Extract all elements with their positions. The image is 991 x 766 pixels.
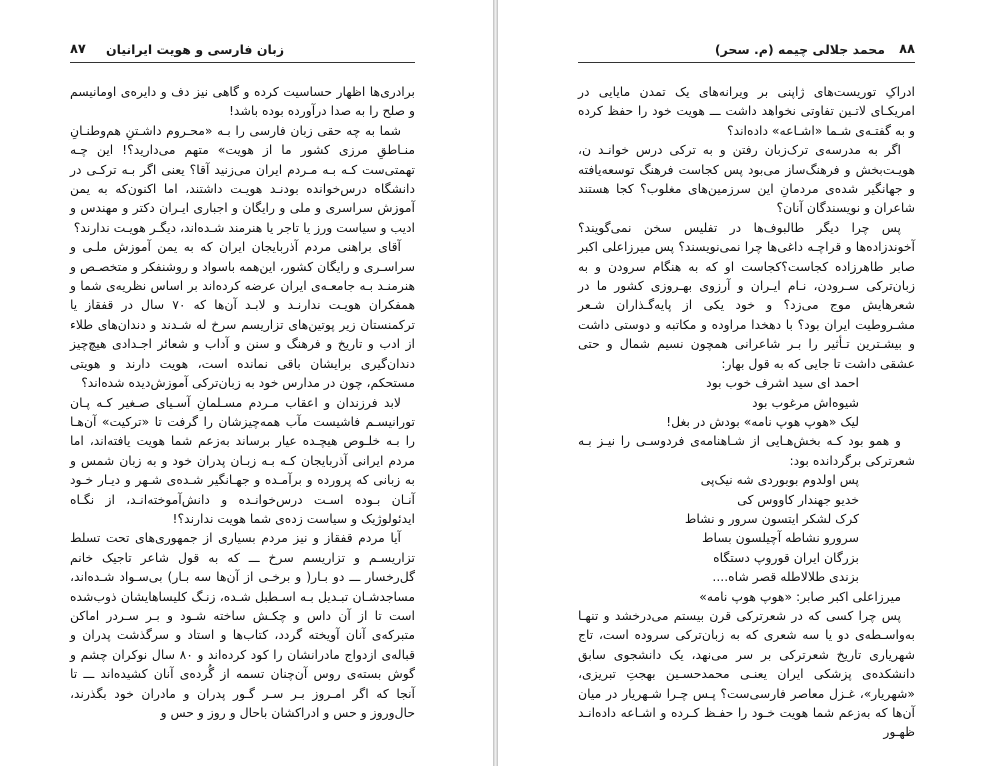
page-number: ۸۷ bbox=[70, 42, 86, 57]
running-title: محمد جلالی چیمه (م. سحر) bbox=[714, 42, 885, 57]
right-page-body bbox=[578, 82, 915, 742]
left-page-header bbox=[70, 42, 415, 62]
paragraph: آقای براهنی مردم آذربایجان ایران که به یمن آموزش ملـی و سراسـری و رایگان کشور، این‌همه باسواد و روشنفکر و متخصـص و هنرمنـد بـه جامعـه‌ی ایران عرضه کرده‌اند بر اساس نظریه‌ی شما و همفکران هویـت ندارنـد و لابـد آن‌ها که ۷۰ سال در قفقاز یا ترکمنستان زیر پوتین‌های تزاریسم سرخ له شـدند و دندان‌های طلاء از ادب و تاریخ و فرهنگ و سنن و آداب و شعائر اجـدادی هیچ‌چیز دندان‌گیری برایشان باقی نمانده است، هویت دارند و هویتی مستحکم، چون در مدارس خود به زبان‌ترکی آموزش‌دیده شده‌اند؟ bbox=[70, 239, 415, 391]
verse-line: خدیو جهندار کاووس کی bbox=[737, 491, 859, 507]
right-page bbox=[498, 0, 991, 766]
paragraph: پس چرا دیگر طالبوف‌ها در تفلیس سخن نمی‌گویند؟ آخوندزاده‌ها و قراچـه داغی‌ها چرا نمی‌نویسند؟ پس میرزاعلی اکبر صابر طاهرزاده کجاست؟کجاست او که به هنگام سرودن و به زبان‌ترکی سـرودن، نـام ایـران و آرزوی بهـروزی کشور ما در شعرهایش موج می‌زد؟ و خود یکی از پایه‌گـذاران شـعر مشـروطیت ایران بود؟ با دهخدا مراوده و مکاتبه و دوستی داشت و بیشـترین تـأثیر را بـر شاعرانی همچون نسیم شمال و حتی عشقی داشت تا جایی که به قول بهار: bbox=[578, 219, 915, 371]
verse-line: بزرگان ایران قوروپ دستگاه bbox=[713, 549, 859, 565]
verse-line: احمد ای سید اشرف خوب بود bbox=[706, 375, 859, 391]
paragraph: برادری‌ها اظهار حساسیت کرده و گاهی نیز دف و دایره‌ی اومانیسم و صلح را به صدا درآورده بوده باشد! bbox=[70, 84, 415, 119]
header-rule bbox=[70, 62, 415, 63]
paragraph: شما به چه حقی زبان فارسی را بـه «محـروم داشـتنِ هم‌وطنـانِ منـاطقِ مرزی کشور ما از هویت» متهم می‌دارید؟! این چـه تهمتی‌ست کـه بـه مـردم ایران می‌زنید آقا؟ یعنی اگر بـه ترکـی در دانشگاه درس‌خوانده بودنـد هویـت داشتند، اما اکنون‌که به یمن آموزش سراسری و ملی و رایگان و اجباری ایـران دکتر و مهندس و ادیب و سیاست ورز یا تاجر یا هنرمند شـده‌اند، دیگـر هویـت ندارند؟ bbox=[70, 122, 415, 235]
verse-line: شیوه‌اش مرغوب بود bbox=[752, 394, 859, 410]
left-page bbox=[0, 0, 493, 766]
page-number: ۸۸ bbox=[899, 42, 915, 57]
paragraph: اگر به مدرسه‌ی ترک‌زبان رفتن و به ترکی درس خوانـد ن، هویـت‌بخش و فرهنگ‌ساز می‌بود پس کجاست فرهنگ توسعه‌یافته و جهانگیر شده‌ی مردمانِ این سرزمین‌های مغلوب؟ کجا هستند شاعران و نویسندگان آنان؟ bbox=[578, 142, 915, 216]
right-page-header bbox=[578, 42, 915, 62]
paragraph: ادراکِ توریست‌های ژاپنی بر ویرانه‌های یک تمدن مایایی در امریکـای لاتـین تفاوتی نخواهد داشت ـــ هویت خود را حفظ کرده و به گفتـه‌ی شـما «اشـاعه» داده‌اند؟ bbox=[578, 84, 915, 138]
left-page-body bbox=[70, 82, 415, 722]
verse-source: میرزاعلی اکبر صابر: «هوپ هوپ نامه» bbox=[699, 588, 901, 604]
verse-line: پس اولدوم بوبوردی شه نیک‌پی bbox=[700, 472, 859, 488]
paragraph: لابد فرزندان و اعقاب مـردم مسـلمانِ آسـیای صـغیر کـه پـان تورانیسـم فاشیست مآب همه‌چیزشان را گرفت تا «ترکیت» آن‌هـا را بـه خلـوص هیچـده عیار برساند به‌زعم شما هویت یافته‌اند، اما مردم ایرانی آذربایجان کـه بـه زبـان پدران خود و به زبان شمس و به زبانی که پرورده و برآمـده و جهـانگیر شـده‌ی شـهر و دیـار خـود آنـان بـوده اسـت درس‌خوانـده و دانش‌آموخته‌انـد، از نگـاه ایدئولوژیک و سیاست زده‌ی شما هویت ندارند؟! bbox=[70, 394, 415, 526]
verse-line: بزندی طلالاطله قصر شاه.... bbox=[712, 569, 859, 585]
verse-line: کرک لشکر ایتسون سرور و نشاط bbox=[684, 510, 859, 526]
verse-line: لیک «هوپ هوپ نامه» بودش در بغل! bbox=[666, 413, 859, 429]
paragraph: آیا مردم قفقاز و نیز مردم بسیاری از جمهوری‌های تحت تسلط تزاریسـم و تزاریسم سرخ ـــ که به قول شاعر تاجیک خانم گل‌رخسار ـــ دو بـار( و برخـی از آن‌ها سه بـار) بی‌سـواد شـده‌اند، مساجدشـان تبـدیل بـه اسـطبل شـده، زنـگ کلیساهایشان ذوب‌شده است تا از آن داس و چکـش ساخته شـود و بـر سـردر اماکن متبرکه‌ی آنان آویخته گردد، کتاب‌ها و استاد و سرگذشت پدران و قباله‌ی ازدواج مادرانشان را کود کرده‌اند و ۸۰ سال نوکران چشم و گوش بسته‌ی روس آن‌چنان تسمه از گُرده‌ی آنان کشیده‌اند ـــ تا آنجا که اگر امـروز بـر سـر گـور پدران و مادران خود بگذرند، حال‌وروز و حس و ادراکشان باحال و روز و حس و bbox=[70, 530, 416, 720]
header-rule bbox=[578, 62, 915, 63]
paragraph: پس چرا کسی که در شعرترکی قرن بیستم می‌درخشد و تنهـا به‌واسـطه‌ی دو یا سه شعری که به زبان‌ترکی سروده است، تاج شهریاری تاریخ شعرترکی بر سر می‌نهد، یک دانشجوی سابق دانشکده‌ی پزشکی ایران یعنـی محمدحسـین بهجتِ تبریزی، «شهریار»، غـزل معاصر فارسی‌ست؟ پـس چـرا شـهریار در میان آن‌ها که به‌زعم شما هویت خـود را حفـظ کـرده و اشـاعه داده‌انـد ظهـور bbox=[578, 607, 915, 740]
paragraph: و همو بود کـه بخش‌هـایی از شـاهنامه‌ی فردوسـی را نیـز بـه شعرترکی برگردانده بود: bbox=[578, 433, 915, 468]
running-title: زبان فارسی و هویت ایرانیان bbox=[106, 42, 285, 57]
verse-line: سرورو نشاطه آچیلسون بساط bbox=[701, 530, 859, 546]
